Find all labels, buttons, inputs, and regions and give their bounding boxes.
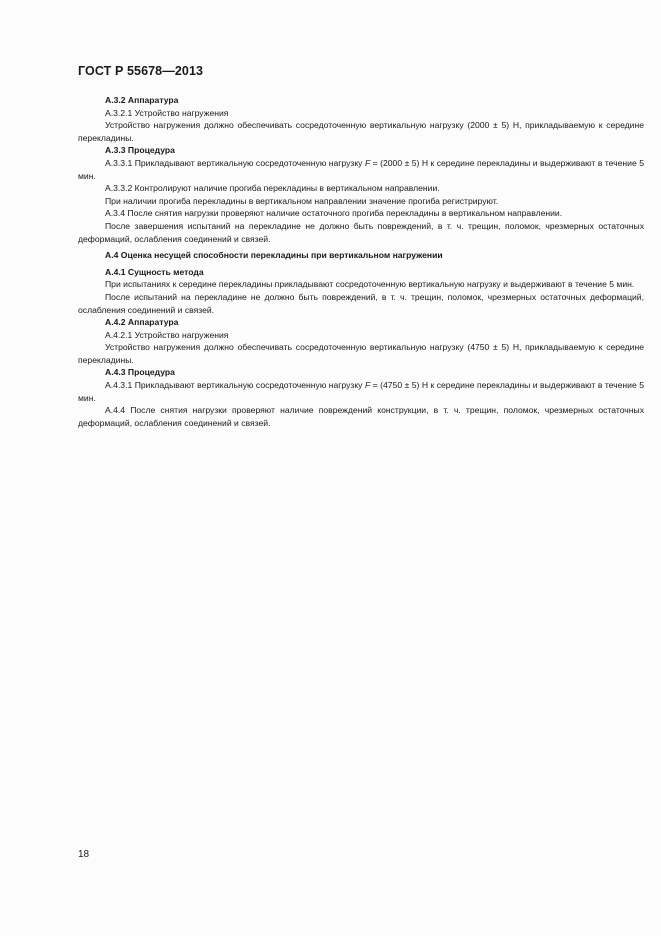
formula-variable: F [364,380,371,391]
paragraph-a41: При испытаниях к середине перекладины прикладывают сосредоточенную вертикальную нагрузку и выдерживают в течение 5 мин. [105,279,635,290]
text-fragment: А.3.3.1 Прикладывают вертикальную сосредоточенную нагрузку [105,157,365,168]
section-heading-a32: А.3.2 Аппаратура [105,95,179,105]
text-fragment: = (4750 ± 5) Н к середине перекладины и выдерживают в течение 5 мин. [78,380,644,403]
paragraph-a331 [78,157,644,182]
text-fragment: А.4.3.1 Прикладывают вертикальную сосредоточенную нагрузку [105,380,365,391]
paragraph-a332-note: При наличии прогиба перекладины в вертикальном направлении значение прогиба регистрируют. [105,195,499,206]
subsection-heading-a421: А.4.2.1 Устройство нагружения [105,329,229,340]
document-body [78,94,644,429]
section-heading-a33: А.3.3 Процедура [105,145,175,156]
section-heading-a42: А.4.2 Аппаратура [105,317,179,328]
document-header: ГОСТ Р 55678—2013 [78,64,204,78]
section-heading-a4: А.4 Оценка несущей способности перекладины при вертикальном нагружении [105,250,443,261]
paragraph-a332: А.3.3.2 Контролируют наличие прогиба перекладины в вертикальном направлении. [105,183,440,194]
section-heading-a43: А.4.3 Процедура [105,367,175,378]
section-heading-a41: А.4.1 Сущность метода [105,266,204,277]
paragraph-a44: А.4.4 После снятия нагрузки проверяют наличие повреждений конструкции, в т. ч. трещин, поломок, чрезмерных остаточных деформаций, ослабления соединений и связей. [78,405,644,428]
paragraph-a41-result: После испытаний на перекладине не должно быть повреждений, в т. ч. трещин, поломок, чрезмерных остаточных деформаций, ослабления соединений и связей. [78,291,644,315]
paragraph-a321: Устройство нагружения должно обеспечивать сосредоточенную вертикальную нагрузку (2000 ± 5) Н, прикладываемую к середине перекладины. [78,120,644,143]
paragraph-a334: А.3.4 После снятия нагрузки проверяют наличие остаточного прогиба перекладины в вертикальном направлении. [105,208,563,219]
paragraph-a431 [78,379,644,404]
text-fragment: = (2000 ± 5) Н к середине перекладины и выдерживают в течение 5 мин. [78,157,644,181]
formula-variable: F [364,157,371,168]
page-number: 18 [78,849,90,860]
paragraph-a334-result: После завершения испытаний на перекладине не должно быть повреждений, в т. ч. трещин, поломок, чрезмерных остаточных деформаций, ослабления соединений и связей. [78,220,644,244]
paragraph-a421: Устройство нагружения должно обеспечивать сосредоточенную вертикальную нагрузку (4750 ± 5) Н, прикладываемую к середине перекладины. [78,342,644,365]
subsection-heading-a321: А.3.2.1 Устройство нагружения [105,107,229,118]
